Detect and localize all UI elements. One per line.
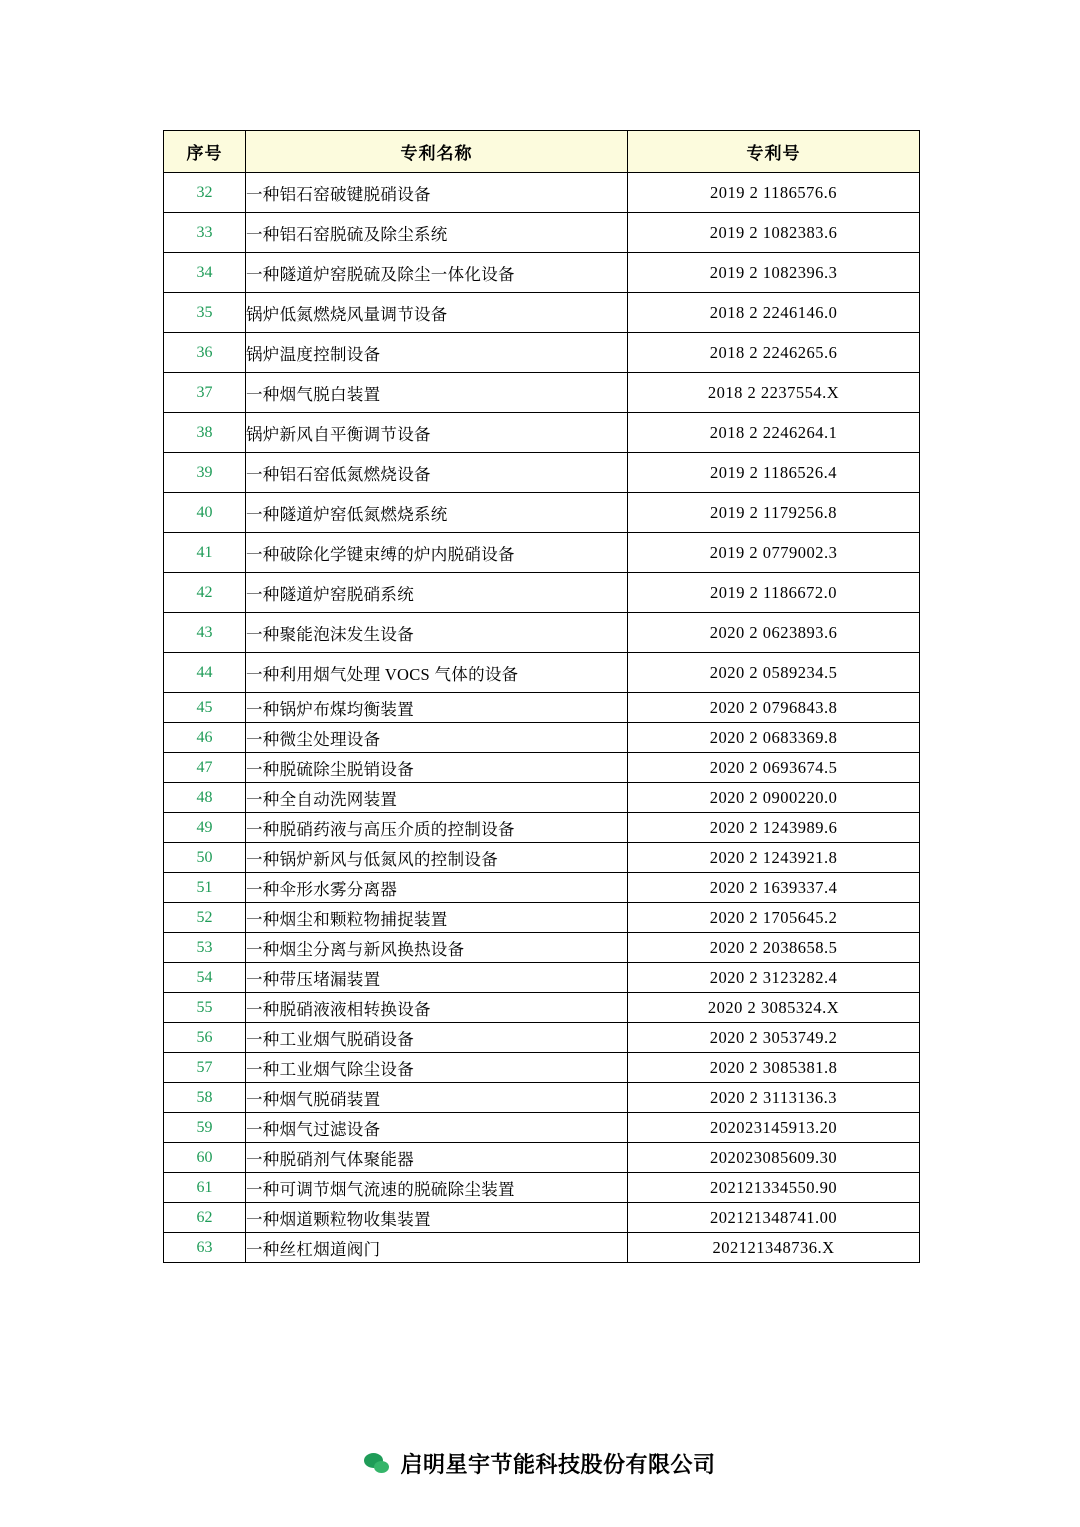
table-row [164, 333, 920, 373]
table-row [164, 173, 920, 213]
cell-serial: 56 [164, 1023, 246, 1053]
cell-serial: 38 [164, 413, 246, 453]
table-row [164, 1113, 920, 1143]
cell-patent-name: 一种工业烟气除尘设备 [246, 1053, 628, 1083]
cell-serial: 43 [164, 613, 246, 653]
table-row [164, 963, 920, 993]
table-row [164, 1203, 920, 1233]
cell-patent-number: 2019 2 1082396.3 [628, 253, 920, 293]
cell-serial: 47 [164, 753, 246, 783]
table-header [164, 131, 920, 173]
cell-patent-number: 2019 2 1179256.8 [628, 493, 920, 533]
table-row [164, 573, 920, 613]
cell-serial: 36 [164, 333, 246, 373]
table-row [164, 693, 920, 723]
table-row [164, 1023, 920, 1053]
table-row [164, 753, 920, 783]
cell-patent-name: 一种烟尘和颗粒物捕捉装置 [246, 903, 628, 933]
cell-serial: 62 [164, 1203, 246, 1233]
cell-serial: 42 [164, 573, 246, 613]
table-row [164, 933, 920, 963]
cell-serial: 61 [164, 1173, 246, 1203]
cell-patent-number: 2020 2 3085381.8 [628, 1053, 920, 1083]
cell-serial: 60 [164, 1143, 246, 1173]
cell-serial: 52 [164, 903, 246, 933]
cell-patent-number: 2019 2 1186672.0 [628, 573, 920, 613]
cell-serial: 57 [164, 1053, 246, 1083]
table-header-row [164, 131, 920, 173]
cell-patent-name: 一种铝石窑破键脱硝设备 [246, 173, 628, 213]
cell-patent-number: 202121334550.90 [628, 1173, 920, 1203]
cell-patent-name: 一种烟道颗粒物收集装置 [246, 1203, 628, 1233]
cell-serial: 48 [164, 783, 246, 813]
table-body [164, 173, 920, 1263]
cell-serial: 46 [164, 723, 246, 753]
cell-patent-number: 2018 2 2237554.X [628, 373, 920, 413]
cell-patent-name: 锅炉新风自平衡调节设备 [246, 413, 628, 453]
table-row [164, 903, 920, 933]
cell-patent-name: 一种锅炉布煤均衡装置 [246, 693, 628, 723]
cell-patent-name: 一种铝石窑低氮燃烧设备 [246, 453, 628, 493]
cell-patent-number: 2020 2 0693674.5 [628, 753, 920, 783]
cell-patent-number: 2019 2 1186526.4 [628, 453, 920, 493]
table-row [164, 293, 920, 333]
column-header-patent-name: 专利名称 [246, 131, 628, 173]
cell-serial: 44 [164, 653, 246, 693]
cell-patent-name: 一种脱硝液液相转换设备 [246, 993, 628, 1023]
table-row [164, 843, 920, 873]
cell-patent-name: 一种微尘处理设备 [246, 723, 628, 753]
cell-serial: 40 [164, 493, 246, 533]
table-row [164, 213, 920, 253]
cell-patent-number: 2018 2 2246264.1 [628, 413, 920, 453]
cell-patent-number: 2020 2 0623893.6 [628, 613, 920, 653]
cell-serial: 41 [164, 533, 246, 573]
cell-serial: 51 [164, 873, 246, 903]
cell-patent-number: 2020 2 1243989.6 [628, 813, 920, 843]
cell-serial: 59 [164, 1113, 246, 1143]
cell-patent-name: 一种隧道炉窑脱硝系统 [246, 573, 628, 613]
cell-patent-name: 一种烟气脱白装置 [246, 373, 628, 413]
cell-patent-number: 2020 2 0900220.0 [628, 783, 920, 813]
table-row [164, 253, 920, 293]
cell-patent-name: 一种隧道炉窑低氮燃烧系统 [246, 493, 628, 533]
cell-serial: 32 [164, 173, 246, 213]
cell-patent-name: 一种烟气脱硝装置 [246, 1083, 628, 1113]
cell-patent-number: 2018 2 2246265.6 [628, 333, 920, 373]
cell-serial: 45 [164, 693, 246, 723]
cell-patent-number: 2020 2 0683369.8 [628, 723, 920, 753]
cell-patent-name: 一种全自动洗网装置 [246, 783, 628, 813]
table-row [164, 373, 920, 413]
cell-serial: 53 [164, 933, 246, 963]
cell-patent-number: 2020 2 1705645.2 [628, 903, 920, 933]
cell-serial: 50 [164, 843, 246, 873]
column-header-patent-number: 专利号 [628, 131, 920, 173]
cell-patent-number: 2020 2 2038658.5 [628, 933, 920, 963]
cell-patent-name: 一种脱硝剂气体聚能器 [246, 1143, 628, 1173]
cell-patent-number: 2019 2 1186576.6 [628, 173, 920, 213]
cell-patent-name: 一种利用烟气处理 VOCS 气体的设备 [246, 653, 628, 693]
table-row [164, 723, 920, 753]
footer [0, 1448, 1080, 1480]
cell-patent-name: 一种铝石窑脱硫及除尘系统 [246, 213, 628, 253]
patent-list-table [163, 130, 920, 1263]
cell-serial: 39 [164, 453, 246, 493]
cell-patent-name: 一种可调节烟气流速的脱硫除尘装置 [246, 1173, 628, 1203]
cell-serial: 63 [164, 1233, 246, 1263]
cell-patent-number: 2019 2 1082383.6 [628, 213, 920, 253]
table-row [164, 1233, 920, 1263]
cell-serial: 54 [164, 963, 246, 993]
cell-patent-name: 一种隧道炉窑脱硫及除尘一体化设备 [246, 253, 628, 293]
wechat-icon [364, 1453, 390, 1475]
column-header-serial: 序号 [164, 131, 246, 173]
table-row [164, 1143, 920, 1173]
table-row [164, 413, 920, 453]
cell-patent-number: 2019 2 0779002.3 [628, 533, 920, 573]
cell-patent-name: 一种伞形水雾分离器 [246, 873, 628, 903]
cell-patent-name: 一种破除化学键束缚的炉内脱硝设备 [246, 533, 628, 573]
cell-patent-name: 一种脱硫除尘脱销设备 [246, 753, 628, 783]
cell-patent-number: 2020 2 1243921.8 [628, 843, 920, 873]
cell-serial: 35 [164, 293, 246, 333]
table-row [164, 493, 920, 533]
cell-patent-name: 锅炉低氮燃烧风量调节设备 [246, 293, 628, 333]
cell-patent-name: 一种锅炉新风与低氮风的控制设备 [246, 843, 628, 873]
cell-patent-name: 一种丝杠烟道阀门 [246, 1233, 628, 1263]
table-row [164, 1053, 920, 1083]
cell-patent-number: 2020 2 3123282.4 [628, 963, 920, 993]
table-row [164, 873, 920, 903]
cell-patent-number: 2020 2 3113136.3 [628, 1083, 920, 1113]
table-row [164, 1083, 920, 1113]
cell-patent-number: 202121348741.00 [628, 1203, 920, 1233]
cell-patent-name: 一种工业烟气脱硝设备 [246, 1023, 628, 1053]
cell-patent-number: 2020 2 0796843.8 [628, 693, 920, 723]
cell-patent-number: 202023145913.20 [628, 1113, 920, 1143]
table-row [164, 813, 920, 843]
footer-inner [364, 1448, 715, 1479]
table-row [164, 613, 920, 653]
table-row [164, 533, 920, 573]
cell-patent-name: 一种聚能泡沫发生设备 [246, 613, 628, 653]
cell-serial: 58 [164, 1083, 246, 1113]
cell-serial: 33 [164, 213, 246, 253]
table-row [164, 653, 920, 693]
company-name: 启明星宇节能科技股份有限公司 [400, 1452, 716, 1477]
table-row [164, 1173, 920, 1203]
cell-serial: 49 [164, 813, 246, 843]
cell-patent-number: 202023085609.30 [628, 1143, 920, 1173]
cell-patent-number: 2018 2 2246146.0 [628, 293, 920, 333]
cell-patent-name: 一种烟气过滤设备 [246, 1113, 628, 1143]
cell-patent-number: 2020 2 3085324.X [628, 993, 920, 1023]
cell-serial: 55 [164, 993, 246, 1023]
table-row [164, 453, 920, 493]
cell-serial: 37 [164, 373, 246, 413]
cell-serial: 34 [164, 253, 246, 293]
cell-patent-number: 202121348736.X [628, 1233, 920, 1263]
cell-patent-name: 一种脱硝药液与高压介质的控制设备 [246, 813, 628, 843]
table-row [164, 783, 920, 813]
cell-patent-number: 2020 2 3053749.2 [628, 1023, 920, 1053]
cell-patent-number: 2020 2 0589234.5 [628, 653, 920, 693]
cell-patent-number: 2020 2 1639337.4 [628, 873, 920, 903]
cell-patent-name: 一种带压堵漏装置 [246, 963, 628, 993]
cell-patent-name: 锅炉温度控制设备 [246, 333, 628, 373]
cell-patent-name: 一种烟尘分离与新风换热设备 [246, 933, 628, 963]
table-row [164, 993, 920, 1023]
